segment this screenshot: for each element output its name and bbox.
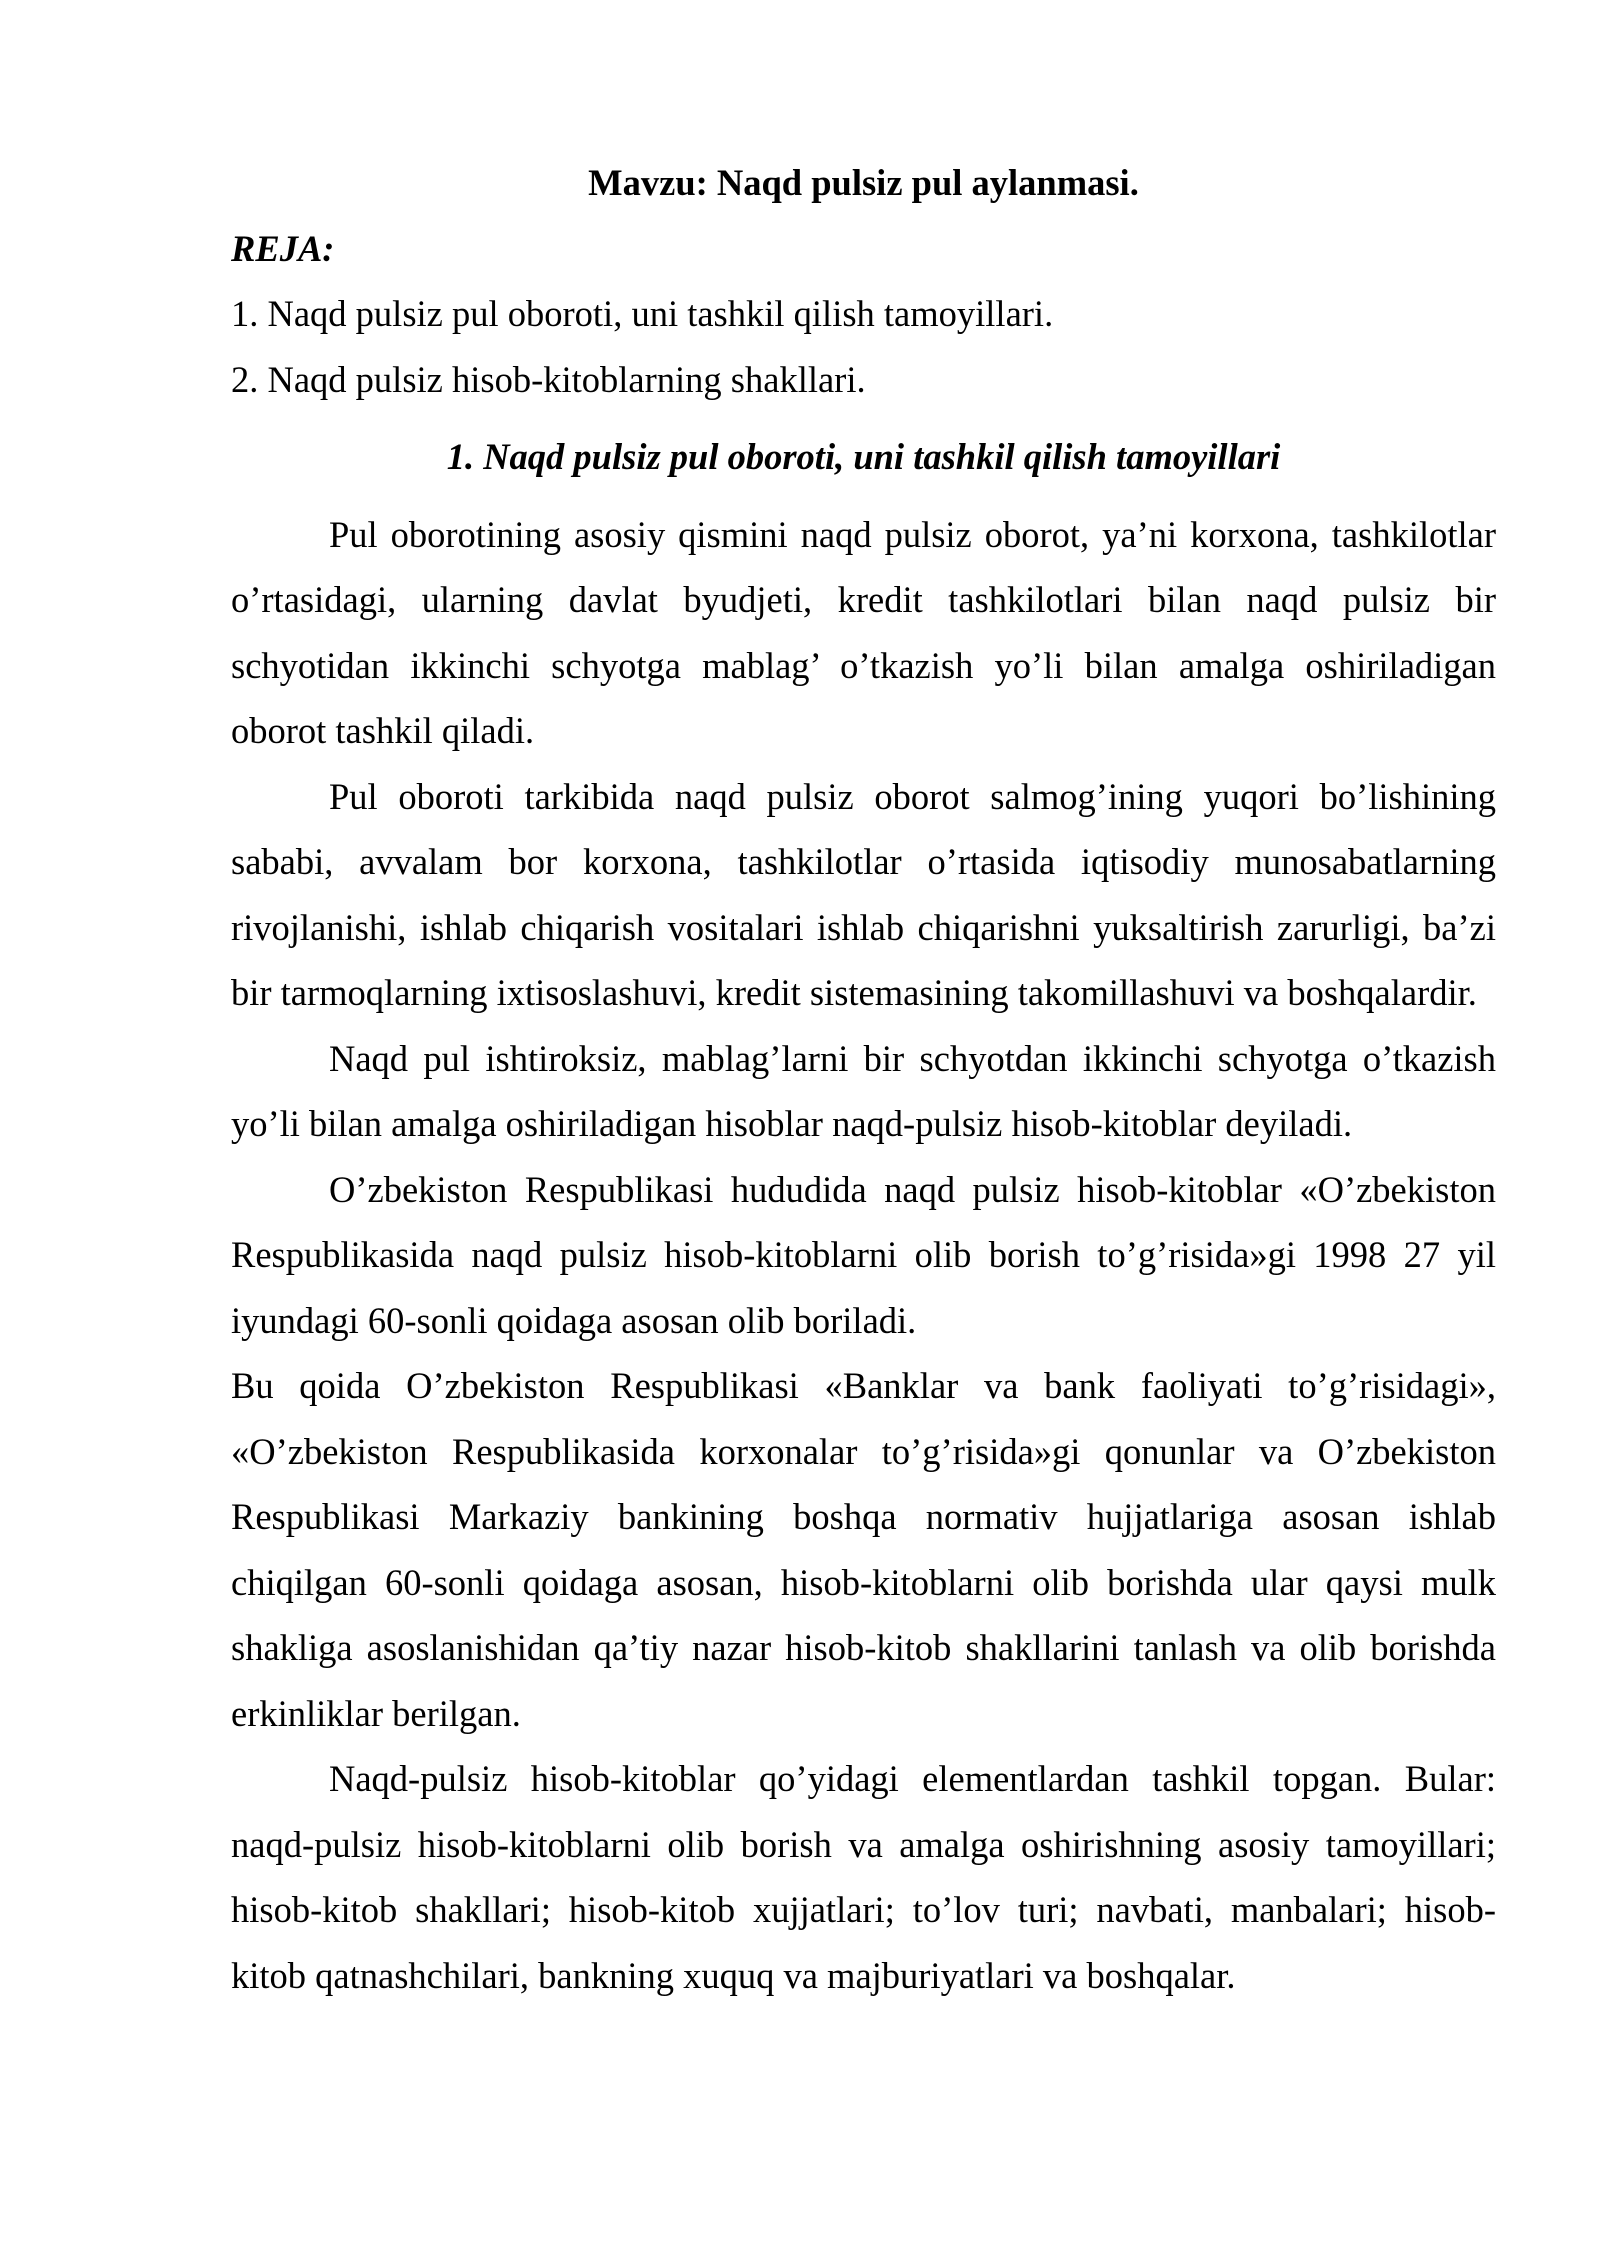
plan-item-2: 2. Naqd pulsiz hisob-kitoblarning shakllari. [231,358,866,400]
document-title: Mavzu: Naqd pulsiz pul aylanmasi. [588,162,1139,203]
paragraph: Naqd-pulsiz hisob-kitoblar qo’yidagi elementlardan tashkil topgan. Bular: naqd-pulsiz hisob-kitoblarni olib borish va amalga oshirishning asosiy tamoyillari; hisob-kitob shakllari; hisob-kitob xujjatlari; to’lov turi; navbati, manbalari; hisob-kitob qatnashchilari, bankning xuquq va majburiyatlari va boshqalar. [231,1758,1496,1996]
paragraph: O’zbekiston Respublikasi hududida naqd pulsiz hisob-kitoblar «O’zbekiston Respublikasida naqd pulsiz hisob-kitoblarni olib borish to’g’risida»gi 1998 27 yil iyundagi 60-sonli qoidaga asosan olib boriladi. [231,1168,1496,1341]
plan-item-1: 1. Naqd pulsiz pul oboroti, uni tashkil qilish tamoyillari. [231,293,1054,334]
plan-label: REJA: [231,227,335,269]
paragraph: Naqd pul ishtiroksiz, mablag’larni bir schyotdan ikkinchi schyotga o’tkazish yo’li bilan amalga oshiriladigan hisoblar naqd-pulsiz hisob-kitoblar deyiladi. [231,1037,1496,1144]
paragraph: Pul oboroti tarkibida naqd pulsiz oborot salmog’ining yuqori bo’lishining sababi, avvalam bor korxona, tashkilotlar o’rtasida iqtisodiy munosabatlarning rivojlanishi, ishlab chiqarish vositalari ishlab chiqarishni yuksaltirish zarurligi, ba’zi bir tarmoqlarning ixtisoslashuvi, kredit sistemasining takomillashuvi va boshqalardir. [231,775,1496,1013]
paragraph: Pul oborotining asosiy qismini naqd pulsiz oborot, ya’ni korxona, tashkilotlar o’rtasidagi, ularning davlat byudjeti, kredit tashkilotlari bilan naqd pulsiz bir schyotidan ikkinchi schyotga mablag’ o’tkazish yo’li bilan amalga oshiriladigan oborot tashkil qiladi. [231,513,1496,751]
section-heading: 1. Naqd pulsiz pul oboroti, uni tashkil qilish tamoyillari [446,436,1281,477]
document-page [231,150,1496,2008]
paragraph: Bu qoida O’zbekiston Respublikasi «Banklar va bank faoliyati to’g’risidagi», «O’zbekiston Respublikasida korxonalar to’g’risida»gi qonunlar va O’zbekiston Respublikasi Markaziy bankining boshqa normativ hujjatlariga asosan ishlab chiqilgan 60-sonli qoidaga asosan, hisob-kitoblarni olib borishda ular qaysi mulk shakliga asoslanishidan qa’tiy nazar hisob-kitob shakllarini tanlash va olib borishda erkinliklar berilgan. [231,1365,1496,1734]
